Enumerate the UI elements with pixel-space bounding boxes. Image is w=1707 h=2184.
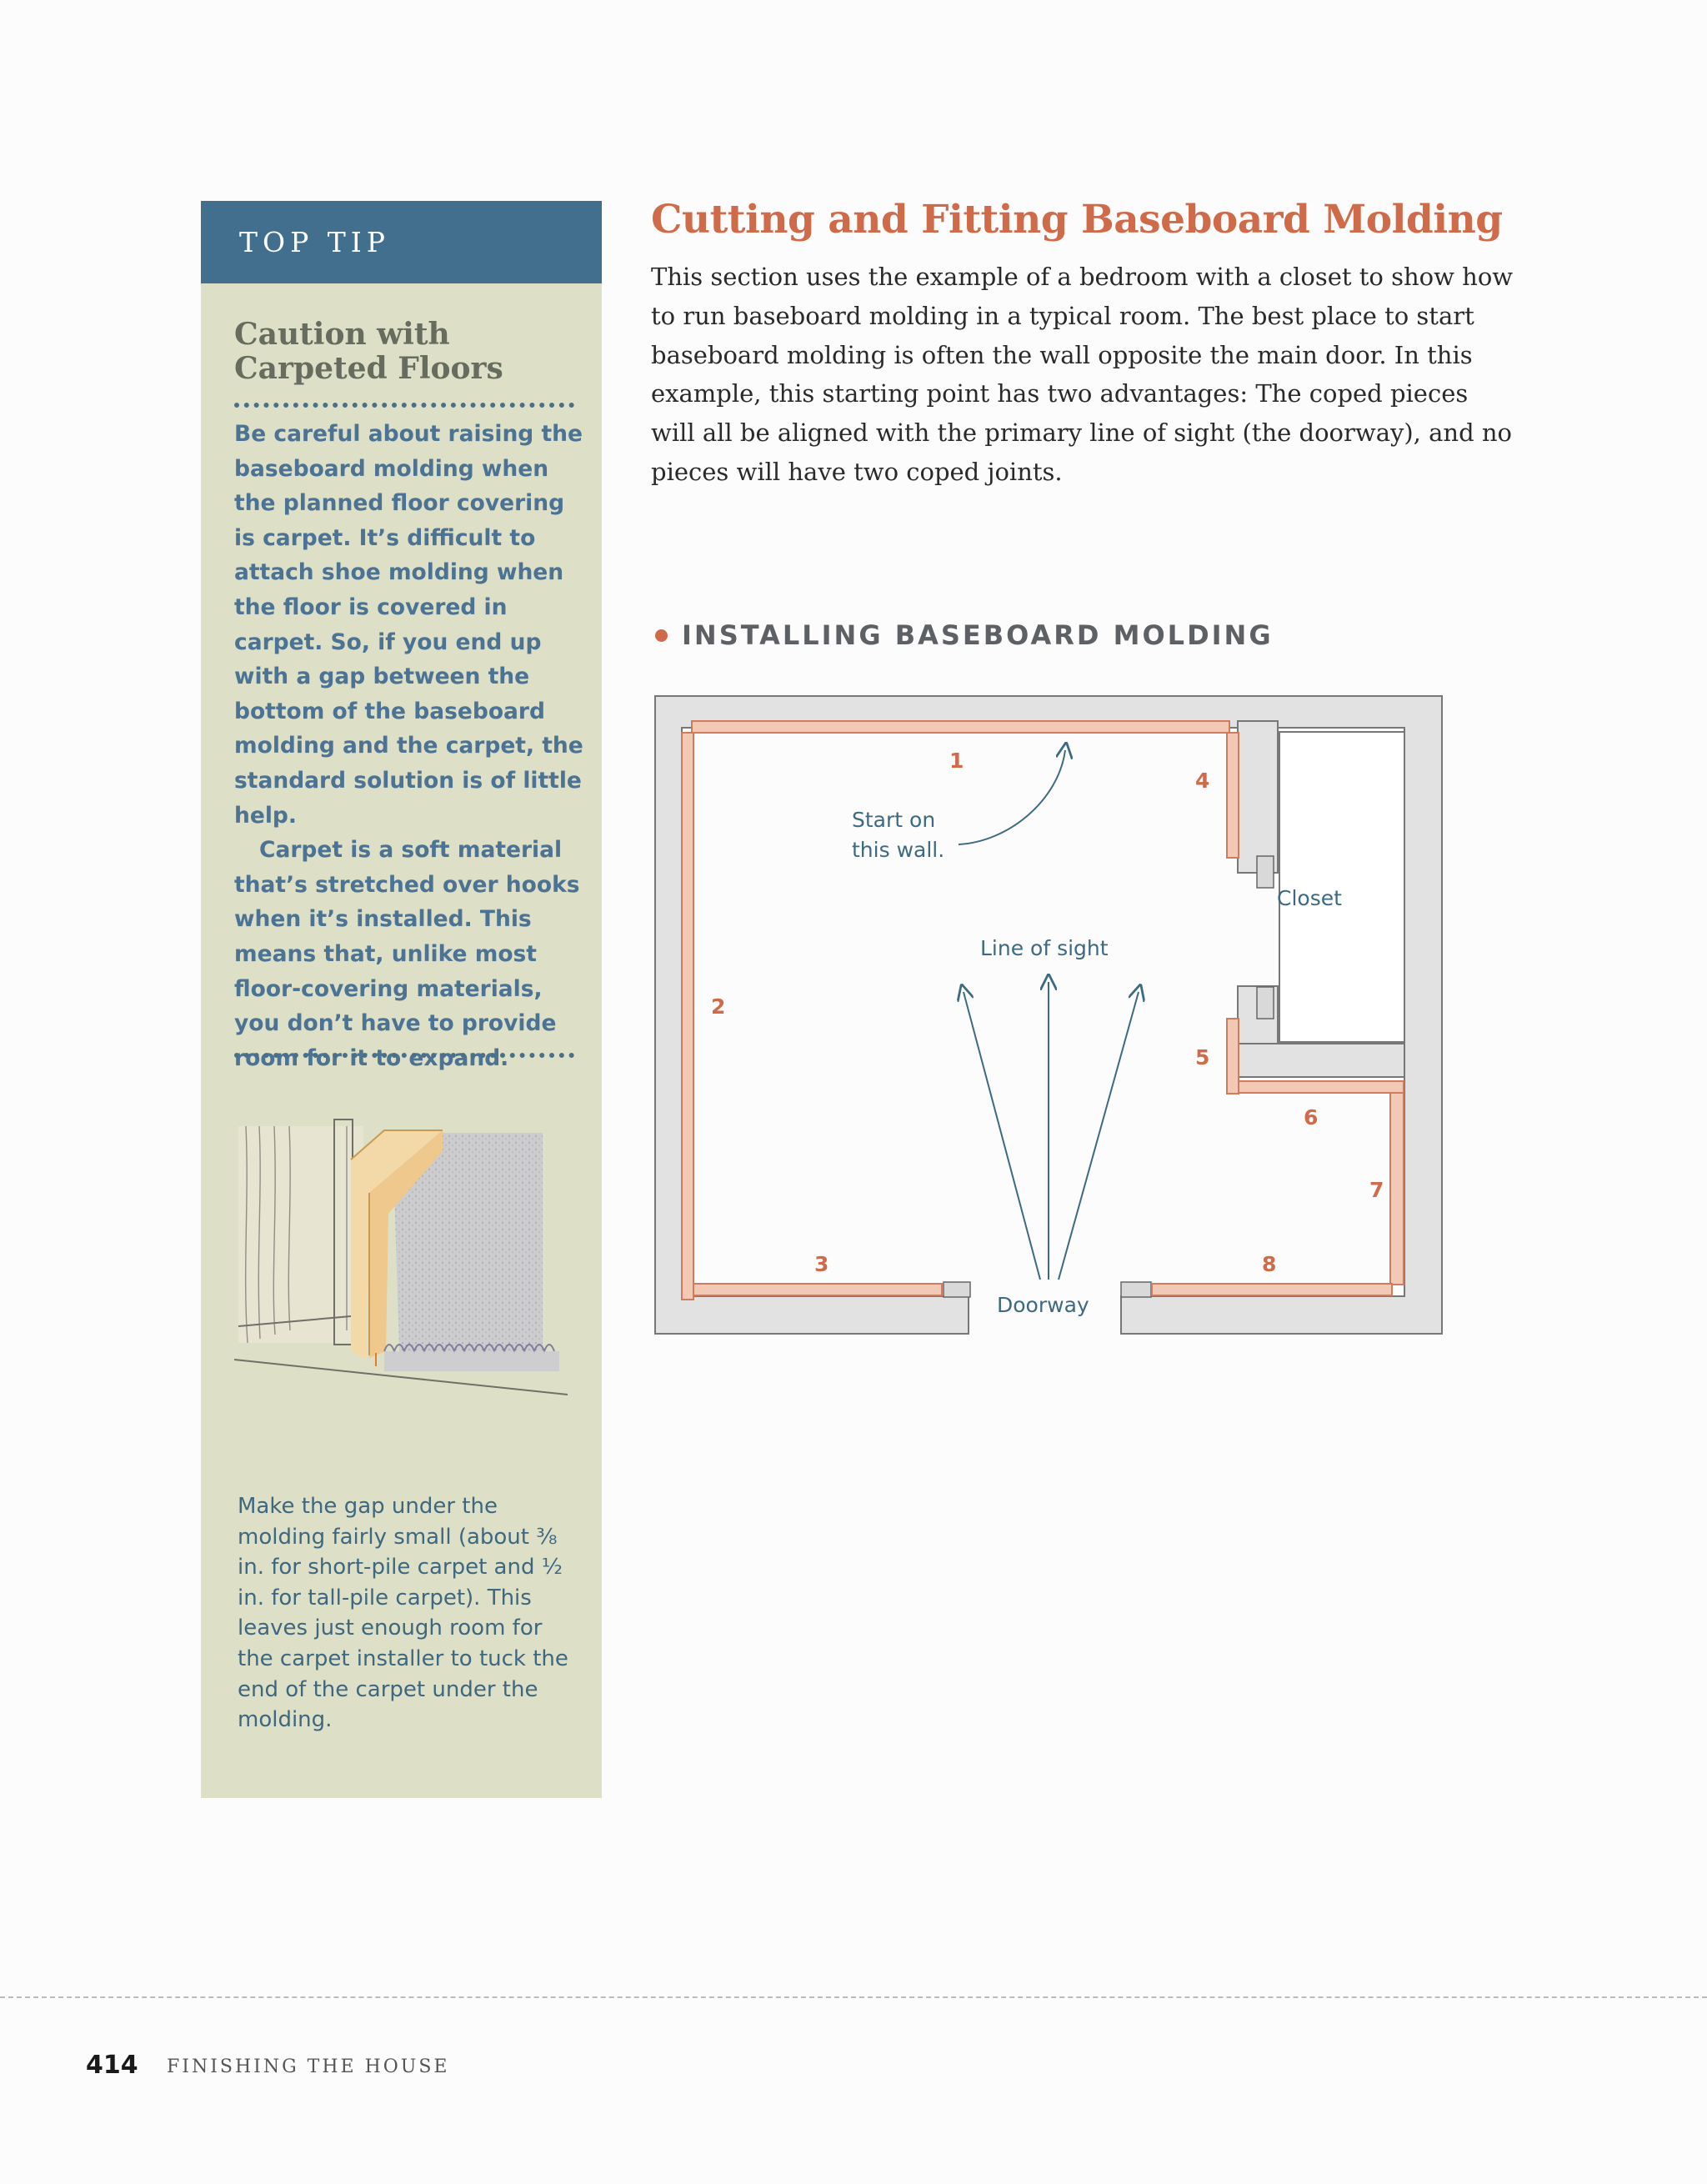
bullet-icon — [655, 629, 668, 642]
start-label-line-2: this wall. — [852, 838, 945, 862]
start-wall-arrow — [959, 750, 1065, 844]
tip-body — [234, 417, 584, 1075]
molding-number-4: 4 — [1195, 769, 1210, 793]
line-of-sight-arrows — [964, 982, 1139, 1280]
molding-number-1: 1 — [949, 749, 964, 773]
figure-title — [655, 619, 1274, 651]
illustration-caption: Make the gap under the molding fairly small (about ⅜ in. for short-pile carpet and ½ in. for tall-pile carpet). This leaves just enough room for the carpet installer to tuck the end of the carpet under the molding. — [238, 1494, 568, 1733]
footer-dashed-rule — [0, 1996, 1707, 1998]
baseboard-carpet-illustration — [234, 1101, 568, 1410]
tip-heading: Caution with Carpeted Floors — [234, 317, 503, 386]
floor-plan-diagram — [642, 684, 1459, 1350]
doorway-label: Doorway — [997, 1293, 1089, 1317]
molding-number-8: 8 — [1262, 1252, 1277, 1276]
running-head: FINISHING THE HOUSE — [167, 2056, 450, 2077]
molding-number-3: 3 — [814, 1252, 829, 1276]
figure-title-text: INSTALLING BASEBOARD MOLDING — [682, 619, 1274, 651]
top-tip-label: TOP TIP — [239, 226, 391, 258]
page-number: 414 — [86, 2051, 138, 2080]
molding-number-6: 6 — [1304, 1105, 1319, 1130]
top-tip-header — [201, 201, 602, 283]
tip-paragraph-2: Carpet is a soft material that’s stretched over hooks when it’s installed. This means that, unlike most floor-covering materials, you don’t have to provide room for it to expand. — [234, 837, 580, 1071]
article-intro: This section uses the example of a bedroom with a closet to show how to run baseboard molding in a typical room. The best place to start baseboard molding is often the wall opposite the main door. In this example, this starting point has two advantages: The coped pieces will all be aligned with the primary line of sight (the doorway), and no pieces will have two coped joints. — [651, 263, 1514, 486]
line-of-sight-label: Line of sight — [980, 936, 1109, 960]
top-tip-sidebar — [201, 201, 602, 1798]
closet-label: Closet — [1277, 886, 1342, 910]
start-label-line-1: Start on — [852, 808, 936, 832]
molding-number-5: 5 — [1195, 1045, 1210, 1069]
molding-number-2: 2 — [711, 994, 726, 1019]
molding-number-7: 7 — [1369, 1178, 1384, 1202]
bottom-dotted-divider — [234, 1053, 574, 1058]
article-title: Cutting and Fitting Baseboard Molding — [651, 197, 1503, 243]
tip-paragraph-1: Be careful about raising the baseboard molding when the planned floor covering is carpet. It’s difficult to attach shoe molding when the floor is covered in carpet. So, if you end up with a gap between the bottom of the baseboard molding and the carpet, the standard solution is of little help. — [234, 421, 583, 829]
top-dotted-divider — [234, 403, 574, 408]
